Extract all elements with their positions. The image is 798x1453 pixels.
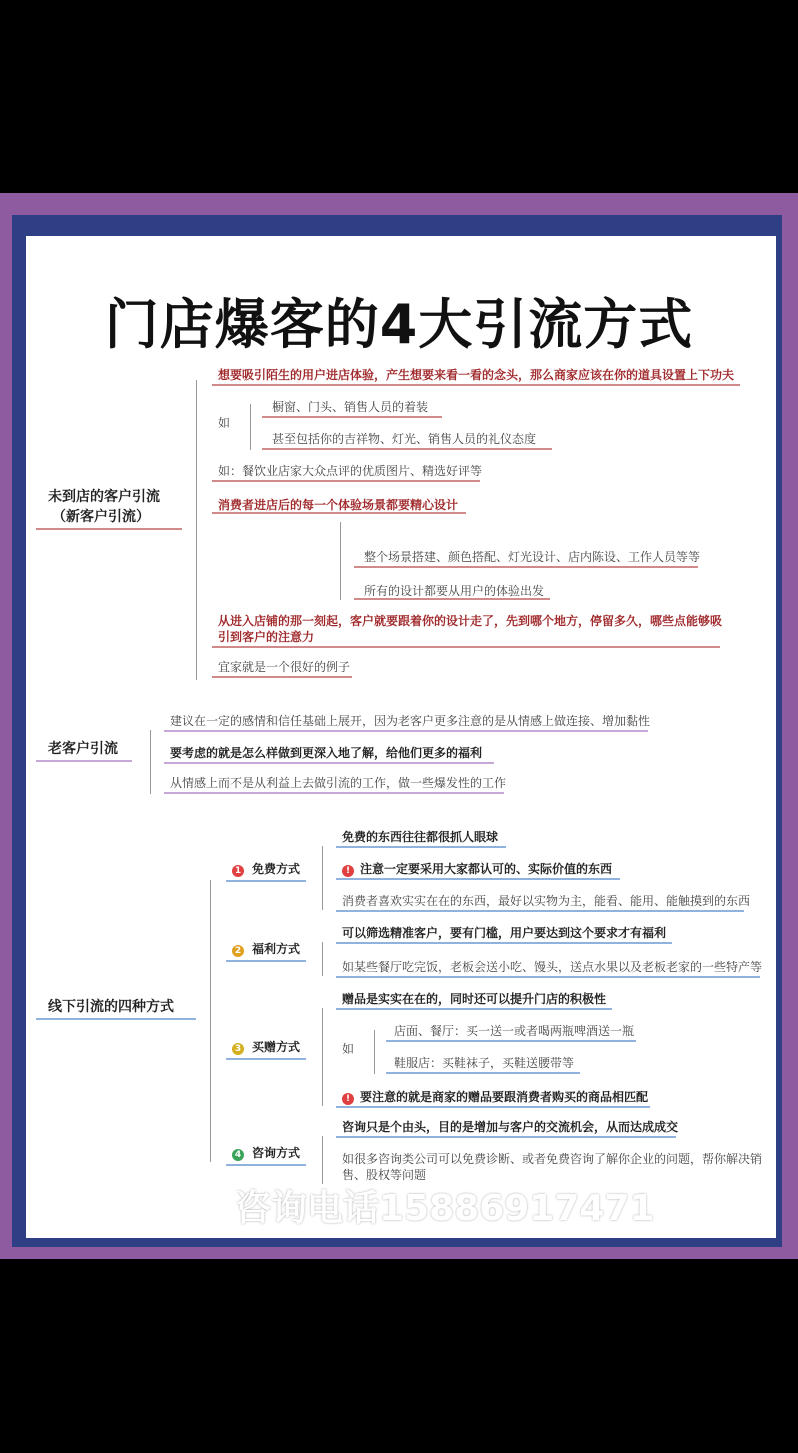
- method-4-underline: [226, 1164, 306, 1166]
- m1-child-3: 消费者喜欢实实在在的东西，最好以实物为主，能看、能用、能触摸到的东西: [342, 894, 751, 908]
- m1-child-3-underline: [336, 910, 744, 912]
- section1-bracket: [196, 380, 197, 680]
- m2-child-1-underline: [336, 942, 672, 944]
- method-3-number: 3: [232, 1043, 244, 1055]
- section3-underline: [36, 1018, 196, 1020]
- s1-branch-3-1-underline: [354, 566, 698, 568]
- s2-branch-3-underline: [164, 792, 504, 794]
- s2-branch-3: 从情感上而不是从利益上去做引流的工作，做一些爆发性的工作: [170, 776, 507, 790]
- m2-child-2-underline: [336, 976, 760, 978]
- section2-underline: [36, 760, 132, 762]
- method-2-underline: [226, 960, 306, 962]
- section3-label: 线下引流的四种方式: [48, 999, 174, 1015]
- m3-child-4-underline: [336, 1106, 650, 1108]
- m1-child-2: ! 注意一定要采用大家都认可的、实际价值的东西: [342, 860, 612, 877]
- m1-child-2-underline: [336, 878, 620, 880]
- m3-child-2-underline: [386, 1040, 636, 1042]
- method-3-label: 买赠方式: [252, 1040, 301, 1054]
- m1-child-1: 免费的东西往往都很抓人眼球: [342, 830, 499, 844]
- s1-branch-3-1: 整个场景搭建、颜色搭配、灯光设计、店内陈设、工作人员等等: [364, 550, 701, 564]
- m2-child-2: 如某些餐厅吃完饭，老板会送小吃、馒头，送点水果以及老板老家的一些特产等: [342, 960, 763, 974]
- method-3-underline: [226, 1058, 306, 1060]
- m1-child-1-underline: [336, 846, 506, 848]
- method-4-number: 4: [232, 1149, 244, 1161]
- s1-branch-4-line2: 引到客户的注意力: [218, 630, 315, 644]
- s2-branch-1-underline: [164, 730, 648, 732]
- method-1-bracket: [322, 846, 323, 910]
- section2-label: 老客户引流: [48, 741, 118, 757]
- s1-branch-2-underline: [212, 480, 480, 482]
- s1-branch-1-1: 橱窗、门头、销售人员的着装: [272, 400, 429, 414]
- s2-branch-2: 要考虑的就是怎么样做到更深入地了解，给他们更多的福利: [170, 746, 483, 760]
- m4-child-2-line2: 售、股权等问题: [342, 1168, 427, 1182]
- method-4: [232, 1144, 300, 1161]
- section1-underline: [36, 528, 182, 530]
- method-2-number: 2: [232, 945, 244, 957]
- s1-branch-3-2: 所有的设计都要从用户的体验出发: [364, 584, 545, 598]
- m3-child-1: 赠品是实实在在的，同时还可以提升门店的积极性: [342, 992, 607, 1006]
- s1-ru: 如: [218, 416, 231, 430]
- method-1-underline: [226, 880, 306, 882]
- s2-branch-2-underline: [164, 762, 494, 764]
- m3-ru: 如: [342, 1042, 355, 1056]
- s1-branch-1-underline: [212, 384, 740, 386]
- section1-label-line1: 未到店的客户引流: [48, 489, 160, 505]
- warning-icon: !: [342, 1093, 354, 1105]
- m3-child-1-underline: [336, 1008, 612, 1010]
- s1-branch-5-underline: [212, 676, 352, 678]
- method-4-label: 咨询方式: [252, 1146, 301, 1160]
- s1-branch-1-1-underline: [262, 416, 442, 418]
- s1-branch-4-line1: 从进入店铺的那一刻起，客户就要跟着你的设计走了，先到哪个地方，停留多久，哪些点能够吸: [218, 614, 723, 628]
- section3-bracket: [210, 880, 211, 1162]
- method-2-label: 福利方式: [252, 942, 301, 956]
- section1-label-line2: （新客户引流）: [52, 509, 150, 525]
- m3-child-2: 店面、餐厅：买一送一或者喝两瓶啤酒送一瓶: [394, 1024, 635, 1038]
- s1-branch-3: 消费者进店后的每一个体验场景都要精心设计: [218, 498, 459, 512]
- m4-child-1: 咨询只是个由头，目的是增加与客户的交流机会，从而达成成交: [342, 1120, 679, 1134]
- method-3-bracket: [322, 1008, 323, 1106]
- method-1-number: 1: [232, 865, 244, 877]
- method-2-bracket: [322, 942, 323, 976]
- s1-branch-3-underline: [212, 512, 466, 514]
- s2-branch-1: 建议在一定的感情和信任基础上展开，因为老客户更多注意的是从情感上做连接、增加黏性: [170, 714, 651, 728]
- s1-branch-5: 宜家就是一个很好的例子: [218, 660, 351, 674]
- m4-child-2-line1: 如很多咨询类公司可以免费诊断、或者免费咨询了解你企业的问题，帮你解决销: [342, 1152, 763, 1166]
- m3-sub-bracket: [374, 1030, 375, 1074]
- watermark: 咨询电话15886917471: [235, 1188, 655, 1229]
- m3-child-4: ! 要注意的就是商家的赠品要跟消费者购买的商品相匹配: [342, 1088, 648, 1105]
- s1-branch-1-2: 甚至包括你的吉祥物、灯光、销售人员的礼仪态度: [272, 432, 537, 446]
- m3-child-3: 鞋服店：买鞋袜子，买鞋送腰带等: [394, 1056, 575, 1070]
- method-2: [232, 940, 300, 957]
- method-4-bracket: [322, 1136, 323, 1184]
- s1-sub-bracket: [250, 404, 251, 450]
- warning-icon: !: [342, 865, 354, 877]
- s1-branch-1: 想要吸引陌生的用户进店体验，产生想要来看一看的念头，那么商家应该在你的道具设置上下功夫: [218, 368, 735, 382]
- m4-child-1-underline: [336, 1136, 676, 1138]
- m3-child-3-underline: [386, 1072, 580, 1074]
- s1-branch-4-underline: [212, 646, 720, 648]
- m2-child-1: 可以筛选精准客户，要有门槛，用户要达到这个要求才有福利: [342, 926, 667, 940]
- method-1: [232, 860, 300, 877]
- s1-branch-3-bracket: [340, 522, 341, 600]
- s1-branch-2: 如：餐饮业店家大众点评的优质图片、精选好评等: [218, 464, 483, 478]
- method-1-label: 免费方式: [252, 862, 301, 876]
- section2-bracket: [150, 730, 151, 794]
- s1-branch-1-2-underline: [262, 448, 552, 450]
- method-3: [232, 1038, 300, 1055]
- page-title: 门店爆客的4大引流方式: [104, 293, 694, 356]
- s1-branch-3-2-underline: [354, 598, 550, 600]
